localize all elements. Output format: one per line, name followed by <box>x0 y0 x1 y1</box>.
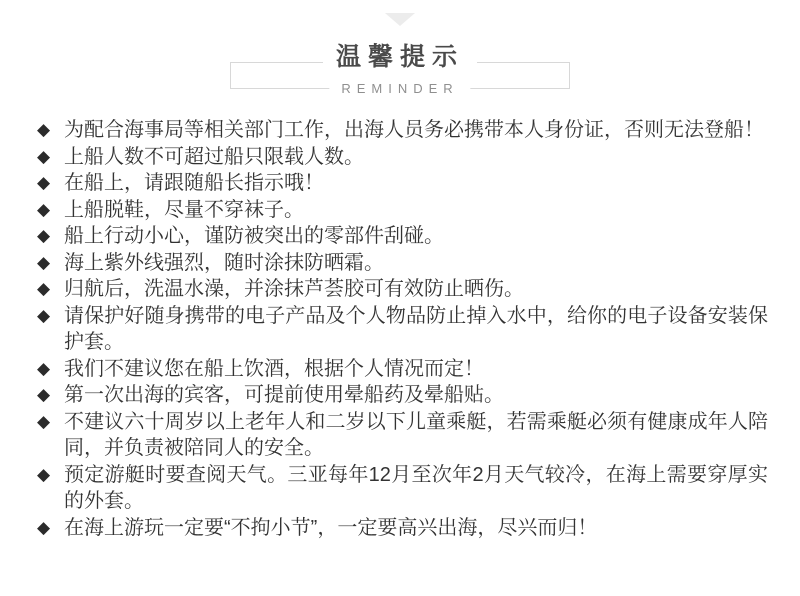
diamond-bullet-icon: ◆ <box>37 120 51 139</box>
list-item <box>37 409 768 462</box>
list-item-text: 请保护好随身携带的电子产品及个人物品防止掉入水中，给你的电子设备安装保护套。 <box>64 304 768 353</box>
list-item <box>37 170 768 197</box>
list-item-text: 上船脱鞋，尽量不穿袜子。 <box>64 198 304 221</box>
list-item <box>37 144 768 171</box>
diamond-bullet-icon: ◆ <box>37 411 51 431</box>
page-title: 温馨提示 <box>323 43 477 71</box>
header-bracket-box <box>230 43 570 96</box>
diamond-bullet-icon: ◆ <box>37 464 51 484</box>
list-item-text: 上船人数不可超过船只限载人数。 <box>64 145 364 168</box>
diamond-bullet-icon: ◆ <box>37 385 51 404</box>
diamond-bullet-icon: ◆ <box>37 226 51 245</box>
list-item <box>37 250 768 277</box>
list-item <box>37 382 768 409</box>
triangle-down-icon <box>385 13 415 26</box>
list-item <box>37 303 768 356</box>
list-item-text: 第一次出海的宾客，可提前使用晕船药及晕船贴。 <box>64 384 504 406</box>
list-item <box>37 223 768 250</box>
diamond-bullet-icon: ◆ <box>37 199 51 219</box>
list-item-text: 在船上，请跟随船长指示哦！ <box>64 172 324 194</box>
diamond-bullet-icon: ◆ <box>37 517 51 537</box>
list-item <box>37 117 768 144</box>
list-item <box>37 197 768 224</box>
list-item-text: 为配合海事局等相关部门工作，出海人员务必携带本人身份证，否则无法登船！ <box>64 119 764 141</box>
list-item-text: 海上紫外线强烈，随时涂抹防晒霜。 <box>64 251 384 274</box>
list-item <box>37 462 768 515</box>
list-item <box>37 276 768 303</box>
diamond-bullet-icon: ◆ <box>37 173 51 192</box>
diamond-bullet-icon: ◆ <box>37 252 51 272</box>
list-item-text: 船上行动小心，谨防被突出的零部件刮碰。 <box>64 225 444 247</box>
diamond-bullet-icon: ◆ <box>37 305 51 325</box>
diamond-bullet-icon: ◆ <box>37 146 51 166</box>
list-item-text: 在海上游玩一定要“不拘小节”，一定要高兴出海，尽兴而归！ <box>64 516 598 539</box>
page-subtitle: REMINDER <box>329 80 470 97</box>
list-item-text: 预定游艇时要查阅天气。三亚每年12月至次年2月天气较冷，在海上需要穿厚实的外套。 <box>64 463 768 512</box>
diamond-bullet-icon: ◆ <box>37 279 51 298</box>
list-item-text: 归航后，洗温水澡，并涂抹芦荟胶可有效防止晒伤。 <box>64 278 524 300</box>
reminder-list <box>37 117 768 541</box>
list-item <box>37 356 768 383</box>
reminder-notice-page <box>0 13 800 596</box>
list-item-text: 我们不建议您在船上饮酒，根据个人情况而定！ <box>64 357 484 380</box>
list-item-text: 不建议六十周岁以上老年人和二岁以下儿童乘艇，若需乘艇必须有健康成年人陪同，并负责被陪同人的安全。 <box>64 410 768 459</box>
list-item <box>37 515 768 542</box>
diamond-bullet-icon: ◆ <box>37 358 51 378</box>
